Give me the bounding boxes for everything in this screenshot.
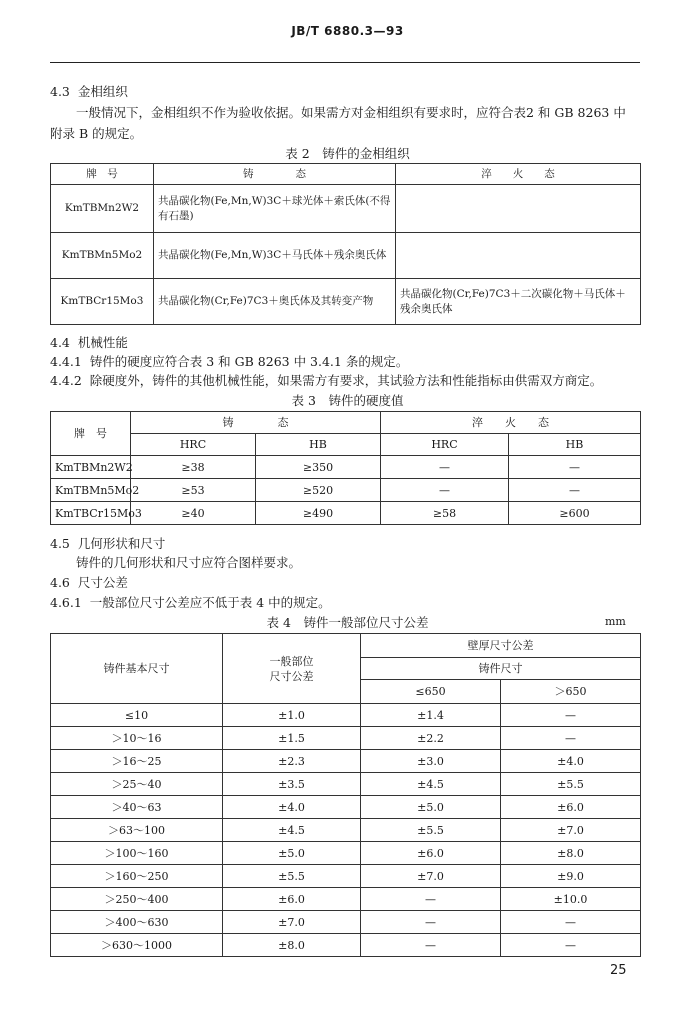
table-row — [51, 819, 641, 842]
table4-general: ±4.5 — [223, 819, 361, 842]
table3-header-quench: 淬 火 态 — [381, 412, 641, 434]
table2-quench — [396, 185, 641, 233]
section-4-4-heading — [50, 333, 128, 351]
table4-le650: ±7.0 — [361, 865, 501, 888]
table3-subheader-row — [51, 434, 641, 456]
table3-cast-hrc: ≥53 — [131, 479, 256, 502]
table2-grade: KmTBMn2W2 — [51, 185, 154, 233]
table4-size: ＞40～63 — [51, 796, 223, 819]
table3-quench-hrc: — — [381, 479, 509, 502]
table-row — [51, 865, 641, 888]
table4-gt650: — — [501, 911, 641, 934]
header-rule — [50, 62, 640, 63]
section-4-5-text: 铸件的几何形状和尺寸应符合图样要求。 — [76, 555, 302, 570]
table2-cast: 共晶碳化物(Fe,Mn,W)3C＋马氏体＋残余奥氏体 — [154, 233, 396, 279]
table4-header-gt650: ＞650 — [501, 680, 641, 704]
table4-size: ＞630～1000 — [51, 934, 223, 957]
table4-general: ±7.0 — [223, 911, 361, 934]
table4-general: ±4.0 — [223, 796, 361, 819]
table4-le650: ±2.2 — [361, 727, 501, 750]
table3-header-cast-hb: HB — [256, 434, 381, 456]
table4-header-wall-tolerance: 壁厚尺寸公差 — [361, 634, 641, 658]
table4-general: ±3.5 — [223, 773, 361, 796]
table-row — [51, 911, 641, 934]
table3-quench-hrc: — — [381, 456, 509, 479]
table-row — [51, 185, 641, 233]
table4-header-casting-size: 铸件尺寸 — [361, 658, 641, 680]
table3-quench-hb: — — [509, 479, 641, 502]
section-title: 尺寸公差 — [77, 575, 128, 590]
table4-size: ＞400～630 — [51, 911, 223, 934]
table4-le650: — — [361, 934, 501, 957]
table3-header-row — [51, 412, 641, 434]
table3-quench-hb: ≥600 — [509, 502, 641, 525]
table4-gt650: ±5.5 — [501, 773, 641, 796]
table4-caption: 表 4 铸件一般部位尺寸公差 — [266, 615, 429, 630]
table3-header-quench-hb: HB — [509, 434, 641, 456]
table-row — [51, 796, 641, 819]
table3-header-cast: 铸 态 — [131, 412, 381, 434]
table2-header-grade: 牌 号 — [51, 164, 154, 185]
table4-size: ＞100～160 — [51, 842, 223, 865]
table4-general: ±1.0 — [223, 704, 361, 727]
table3-cast-hrc: ≥38 — [131, 456, 256, 479]
section-number: 4.6.1 — [50, 595, 82, 610]
page-number: 25 — [610, 963, 627, 978]
table4-gt650: ±8.0 — [501, 842, 641, 865]
section-4-3-para-line1: 一般情况下，金相组织不作为验收依据。如果需方对金相组织有要求时，应符合表2 和 GB 8263 中 — [76, 105, 626, 120]
table4-le650: ±1.4 — [361, 704, 501, 727]
table4-le650: ±5.5 — [361, 819, 501, 842]
section-title: 金相组织 — [77, 84, 128, 99]
section-text: 一般部位尺寸公差应不低于表 4 中的规定。 — [89, 595, 331, 610]
table4-size: ＞10～16 — [51, 727, 223, 750]
table3-quench-hrc: ≥58 — [381, 502, 509, 525]
table4-le650: ±5.0 — [361, 796, 501, 819]
table4-general: ±2.3 — [223, 750, 361, 773]
section-number: 4.4 — [50, 335, 70, 350]
section-4-5-heading — [50, 534, 165, 552]
table4-header-general-line2: 尺寸公差 — [269, 669, 314, 683]
table4-unit: mm — [605, 615, 626, 628]
table3-caption: 表 3 铸件的硬度值 — [291, 393, 404, 408]
standard-header: JB/T 6880.3—93 — [291, 24, 404, 38]
table3-grade: KmTBCr15Mo3 — [51, 502, 131, 525]
section-4-4-1 — [50, 352, 408, 370]
table-row — [51, 502, 641, 525]
section-title: 几何形状和尺寸 — [77, 536, 166, 551]
table-row — [51, 727, 641, 750]
table3-cast-hb: ≥350 — [256, 456, 381, 479]
table2-quench: 共晶碳化物(Cr,Fe)7C3＋二次碳化物＋马氏体＋残余奥氏体 — [396, 279, 641, 325]
table3-grade: KmTBMn2W2 — [51, 456, 131, 479]
table4-header-row — [51, 634, 641, 658]
table-row — [51, 750, 641, 773]
table2-metallographic — [50, 163, 641, 325]
table3-cast-hrc: ≥40 — [131, 502, 256, 525]
table4-dimension-tolerance — [50, 633, 641, 957]
table4-le650: — — [361, 911, 501, 934]
table-row — [51, 888, 641, 911]
table4-gt650: — — [501, 934, 641, 957]
section-4-6-1 — [50, 593, 331, 611]
table4-le650: ±6.0 — [361, 842, 501, 865]
table4-size: ＞25～40 — [51, 773, 223, 796]
table4-header-basic-size: 铸件基本尺寸 — [51, 634, 223, 704]
table-row — [51, 479, 641, 502]
section-number: 4.3 — [50, 84, 70, 99]
section-text: 除硬度外，铸件的其他机械性能，如果需方有要求，其试验方法和性能指标由供需双方商定。 — [89, 373, 603, 388]
table-row — [51, 934, 641, 957]
table3-header-cast-hrc: HRC — [131, 434, 256, 456]
table3-cast-hb: ≥520 — [256, 479, 381, 502]
table4-gt650: — — [501, 727, 641, 750]
table-row — [51, 704, 641, 727]
table4-gt650: — — [501, 704, 641, 727]
section-number: 4.4.2 — [50, 373, 82, 388]
table4-gt650: ±7.0 — [501, 819, 641, 842]
table4-size: ＞160～250 — [51, 865, 223, 888]
table3-header-grade: 牌 号 — [51, 412, 131, 456]
table4-size: ＞63～100 — [51, 819, 223, 842]
table4-gt650: ±9.0 — [501, 865, 641, 888]
section-number: 4.6 — [50, 575, 70, 590]
table3-cast-hb: ≥490 — [256, 502, 381, 525]
section-number: 4.4.1 — [50, 354, 82, 369]
table4-gt650: ±10.0 — [501, 888, 641, 911]
section-4-3-heading — [50, 82, 128, 100]
table2-cast: 共晶碳化物(Fe,Mn,W)3C＋球光体＋索氏体(不得有石墨) — [154, 185, 396, 233]
table4-header-general-tolerance — [223, 634, 361, 704]
table-row — [51, 456, 641, 479]
table-row — [51, 773, 641, 796]
table-row — [51, 279, 641, 325]
table4-size: ＞250～400 — [51, 888, 223, 911]
section-4-6-heading — [50, 573, 128, 591]
table3-grade: KmTBMn5Mo2 — [51, 479, 131, 502]
table2-header-cast: 铸 态 — [154, 164, 396, 185]
table4-le650: ±4.5 — [361, 773, 501, 796]
table3-quench-hb: — — [509, 456, 641, 479]
table4-general: ±1.5 — [223, 727, 361, 750]
table4-general: ±5.5 — [223, 865, 361, 888]
table4-size: ≤10 — [51, 704, 223, 727]
table3-hardness — [50, 411, 641, 525]
table4-header-general-line1: 一般部位 — [269, 654, 314, 668]
section-text: 铸件的硬度应符合表 3 和 GB 8263 中 3.4.1 条的规定。 — [89, 354, 409, 369]
table2-header-row — [51, 164, 641, 185]
table2-quench — [396, 233, 641, 279]
table2-cast: 共晶碳化物(Cr,Fe)7C3＋奥氏体及其转变产物 — [154, 279, 396, 325]
section-title: 机械性能 — [77, 335, 128, 350]
table4-general: ±5.0 — [223, 842, 361, 865]
table4-general: ±6.0 — [223, 888, 361, 911]
table-row — [51, 842, 641, 865]
table2-grade: KmTBMn5Mo2 — [51, 233, 154, 279]
section-4-4-2 — [50, 371, 602, 389]
table4-general: ±8.0 — [223, 934, 361, 957]
table4-le650: ±3.0 — [361, 750, 501, 773]
table2-grade: KmTBCr15Mo3 — [51, 279, 154, 325]
table2-caption: 表 2 铸件的金相组织 — [285, 146, 410, 161]
section-4-3-para-line2: 附录 B 的规定。 — [50, 126, 143, 141]
section-number: 4.5 — [50, 536, 70, 551]
table2-header-quench: 淬 火 态 — [396, 164, 641, 185]
table4-size: ＞16～25 — [51, 750, 223, 773]
table-row — [51, 233, 641, 279]
table4-le650: — — [361, 888, 501, 911]
table3-header-quench-hrc: HRC — [381, 434, 509, 456]
table4-gt650: ±4.0 — [501, 750, 641, 773]
table4-gt650: ±6.0 — [501, 796, 641, 819]
table4-header-le650: ≤650 — [361, 680, 501, 704]
